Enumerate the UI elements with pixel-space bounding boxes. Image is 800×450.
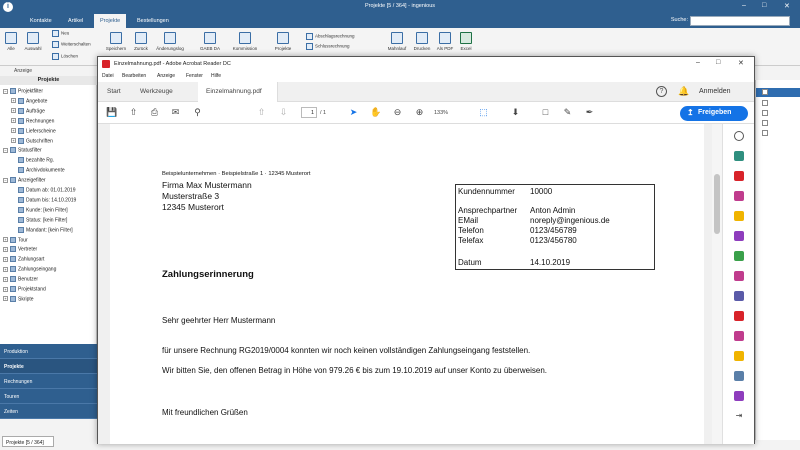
acrobat-titlebar [98,57,754,71]
hand-tool-icon[interactable]: ✋ [370,107,382,117]
select-cursor-icon[interactable]: ➤ [349,107,358,117]
ribbon-drucken-button[interactable]: Drucken [411,32,433,51]
info-value: noreply@ingenious.de [530,216,610,225]
acrobat-logo-icon [102,60,110,68]
tree-item-mandant-filter[interactable] [11,227,73,233]
menu-datei[interactable]: Datei [102,73,114,79]
grid-checkbox[interactable] [762,110,768,116]
tree-item-label: Kunde: [kein Filter] [26,207,68,214]
pdf-icon [439,32,451,44]
ribbon-group-label: Anzeige [14,68,33,74]
info-key: Telefax [458,236,484,245]
tab-start[interactable]: Start [107,88,121,95]
nav-rechnungen[interactable]: Rechnungen [0,374,97,389]
print-icon[interactable]: ⎙ [150,107,159,117]
letter-subject: Zahlungserinnerung [162,269,254,280]
tree-item-label: Aufträge [26,108,45,115]
tree-item-label: Projektstand [18,286,46,293]
save-icon[interactable]: 💾 [106,107,118,117]
tree-item-auftraege[interactable] [11,108,45,114]
tree-spacer [11,188,16,193]
tree-item-datum-bis[interactable] [11,197,76,203]
expand-icon[interactable]: + [12,98,15,104]
expand-icon[interactable]: + [12,108,15,114]
project-tree [0,76,97,344]
tree-item-tour[interactable] [3,237,28,243]
ribbon-gaeb-button[interactable]: GAEB DA [198,32,222,51]
acrobat-minimize-icon[interactable]: – [696,59,700,66]
info-key: Datum [458,258,482,267]
ribbon-neu-button[interactable]: Neu [52,30,69,37]
folder-icon [10,266,16,272]
tree-item-zahlungsart[interactable] [3,256,44,262]
acrobat-maximize-icon[interactable]: □ [716,59,721,66]
tree-spacer [11,217,16,222]
edit-pdf-icon[interactable] [734,191,744,201]
tree-item-label: bezahlte Rg. [26,157,55,164]
search-icon[interactable]: ⚲ [194,107,201,117]
menu-hilfe[interactable]: Hilfe [211,73,222,79]
ribbon-aenderungslog-button[interactable]: Änderungslog [152,32,188,51]
body-paragraph: Wir bitten Sie, den offenen Betrag in Höhe von 979.26 € bis zum 19.10.2019 auf unser Konto zu überweisen. [162,366,547,375]
tree-item-vertreter[interactable] [3,246,37,252]
close-icon[interactable]: ✕ [784,3,790,10]
acrobat-close-icon[interactable]: ✕ [738,60,744,67]
folder-icon [18,187,24,193]
tree-item-label: Skripte [18,296,34,303]
folder-icon [18,138,24,144]
menu-bestellungen[interactable]: Bestellungen [137,18,169,24]
folder-icon [18,207,24,213]
fill-sign-icon[interactable] [734,271,744,281]
export-pdf-icon[interactable] [734,151,744,161]
expand-icon[interactable]: + [4,237,7,242]
highlight-icon[interactable]: ✎ [563,107,572,117]
minimize-icon[interactable]: – [742,2,746,9]
info-value: Anton Admin [530,206,576,215]
ribbon-weiterschalten-button[interactable]: Weiterschalten [52,41,91,48]
tree-item-label: Datum bis: 14.10.2019 [26,197,77,204]
zoom-in-icon[interactable]: ⊕ [415,107,424,117]
tab-document[interactable]: Einzelmahnung.pdf [198,82,278,102]
projects-icon [277,32,289,44]
send-sign-icon[interactable] [734,331,744,341]
tree-item-label: Archivdokumente [26,167,65,174]
tree-item-statusfilter[interactable] [3,147,42,153]
sender-line: Beispielunternehmen · Beispielstraße 1 · 12345 Musterort [162,171,311,177]
expand-icon[interactable]: + [4,246,7,252]
folder-icon [18,98,24,104]
recipient-line: Musterstraße 3 [162,191,220,201]
undo-icon [135,32,147,44]
invoice-final-icon [306,43,313,50]
protect-icon[interactable] [734,291,744,301]
zoom-tool-icon[interactable] [734,131,744,141]
grid-checkbox[interactable] [762,89,768,95]
zoom-dropdown[interactable]: 133% [434,110,449,116]
tree-item-gutschriften[interactable] [11,138,53,144]
expand-icon[interactable]: + [4,266,7,272]
status-tab[interactable]: Projekte [5 / 364] [2,436,54,447]
more-tools-icon[interactable] [734,351,744,361]
tree-item-label: Anzeigefilter [18,177,46,184]
acrobat-menubar [98,71,754,82]
ribbon-speichern-button[interactable]: Speichern [104,32,128,51]
info-value: 0123/456789 [530,226,577,235]
info-value: 0123/456780 [530,236,577,245]
tree-item-label: Gutschriften [26,137,53,144]
expand-icon[interactable]: + [4,276,7,282]
nav-zeiten[interactable]: Zeiten [0,404,97,419]
expand-icon[interactable]: + [12,118,15,124]
folder-icon [10,147,16,153]
share-icon: ↥ [687,108,694,117]
organize-pages-icon[interactable] [734,251,744,261]
tree-item-skripte[interactable] [3,296,34,302]
acrobat-tools-pane [722,124,754,444]
tree-item-label: Rechnungen [26,118,55,125]
fit-page-icon[interactable]: ⬚ [479,107,488,117]
tree-spacer [11,158,16,163]
info-key: Telefon [458,226,484,235]
menu-projekte[interactable]: Projekte [94,14,126,28]
help-icon[interactable]: ? [656,86,667,97]
select-icon [27,32,39,44]
compare-icon[interactable] [734,371,744,381]
expand-icon[interactable]: + [4,256,7,262]
expand-icon[interactable]: + [4,286,7,292]
expand-icon[interactable]: + [12,138,15,143]
recipient-line: 12345 Musterort [162,202,224,212]
ribbon-alle-button[interactable]: Alle [4,32,18,51]
recipient-line: Firma Max Mustermann [162,180,252,190]
log-icon [164,32,176,44]
tree-item-projektstand[interactable] [3,286,46,292]
tree-item-label: Vertreter [18,246,38,253]
collapse-icon[interactable]: − [4,88,7,94]
tree-header: Projekte [0,76,97,85]
expand-icon[interactable]: + [12,128,15,134]
folder-icon [10,296,16,302]
info-box [455,184,655,270]
tree-item-status-filter[interactable] [11,217,67,223]
tree-item-bezahlte-rg[interactable] [11,157,54,163]
tree-spacer [11,168,16,173]
combine-files-icon[interactable] [734,231,744,241]
mail-icon[interactable]: ✉ [171,107,180,117]
tree-item-anzeigefilter[interactable] [3,177,46,183]
tree-item-label: Mandant: [kein Filter] [26,226,73,233]
folder-icon [10,256,16,262]
folder-icon [18,128,24,134]
invoice-icon [306,33,313,40]
forward-icon [52,41,59,48]
grid-checkbox[interactable] [762,100,768,106]
menu-bearbeiten[interactable]: Bearbeiten [122,73,147,79]
login-button[interactable]: Anmelden [699,88,731,95]
tree-item-label: Zahlungseingang [18,266,57,273]
tree-item-label: Projektfilter [18,88,44,95]
tree-spacer [11,207,16,212]
maximize-icon[interactable]: □ [762,2,767,9]
accessibility-icon[interactable] [734,391,744,401]
create-pdf-icon[interactable] [734,171,744,181]
scroll-thumb[interactable] [714,174,720,234]
nav-projekte[interactable]: Projekte [0,359,97,374]
ribbon-auswahl-button[interactable]: Auswahl [22,32,44,51]
tree-item-label: Lieferscheine [26,127,56,134]
tree-spacer [11,197,16,202]
comment-icon[interactable]: □ [542,107,549,117]
nav-produktion[interactable]: Produktion [0,344,97,359]
page-up-icon[interactable]: ⇧ [257,107,266,117]
body-paragraph: für unsere Rechnung RG2019/0004 konnten wir noch keinen vollständigen Zahlungseingang feststellen. [162,346,531,355]
info-value: 10000 [530,187,553,196]
tree-item-projektfilter[interactable] [3,88,43,94]
comment-tool-icon[interactable] [734,211,744,221]
menu-anzeige[interactable]: Anzeige [157,73,176,79]
closing: Mit freundlichen Grüßen [162,408,248,417]
folder-icon [10,276,16,282]
collapse-icon[interactable]: − [4,177,7,183]
tree-item-kunde-filter[interactable] [11,207,68,213]
acrobat-window [97,56,755,444]
expand-icon[interactable]: + [4,296,7,302]
ribbon-excel-button[interactable]: Excel [456,32,476,51]
ribbon-loeschen-button[interactable]: Löschen [52,53,78,60]
tree-item-label: Datum ab: 01.01.2019 [26,187,76,194]
chart-icon [239,32,251,44]
grid-right-column [755,80,800,440]
folder-icon [18,217,24,223]
info-value: 14.10.2019 [530,258,571,267]
tree-item-label: Tour [18,236,28,243]
ribbon-schlussrechnung-button[interactable]: Schlussrechnung [306,43,350,50]
folder-icon [18,167,24,173]
zoom-out-icon[interactable]: ⊖ [393,107,402,117]
ribbon-projekte-button[interactable]: Projekte [268,32,298,51]
bell-icon[interactable]: 🔔 [678,86,690,96]
ribbon-zurueck-button[interactable]: Zurück [130,32,152,51]
folder-icon [18,197,24,203]
app-window-title: Projekte [5 / 364] - ingenious [364,3,435,9]
menu-fenster[interactable]: Fenster [186,73,203,79]
ribbon-kommission-button[interactable]: Kommission [228,32,262,51]
search-label: Suche: [670,17,688,23]
acrobat-window-title: Einzelmahnung.pdf - Adobe Acrobat Reader DC [114,61,231,67]
tree-item-angebote[interactable] [11,98,47,104]
info-key: EMail [458,216,479,225]
tree-item-zahlungseingang[interactable] [3,266,56,272]
new-icon [52,30,59,37]
vertical-scrollbar[interactable] [712,124,722,444]
menu-kontakte[interactable]: Kontakte [30,18,52,24]
page-number-input[interactable]: 1 [301,107,317,118]
excel-icon [460,32,472,44]
nav-panel [0,344,97,434]
page-down-icon[interactable]: ⇩ [279,107,288,117]
tree-item-label: Statusfilter [18,147,42,154]
tree-item-rechnungen[interactable] [11,118,54,124]
upload-icon[interactable]: ⇧ [129,107,138,117]
acrobat-tabbar [98,82,754,102]
tab-werkzeuge[interactable]: Werkzeuge [140,88,173,95]
pdf-page [110,124,704,444]
tree-item-label: Benutzer [18,276,39,283]
tree-item-datum-ab[interactable] [11,187,75,193]
app-menubar [0,14,800,28]
folder-icon [10,246,16,252]
salutation: Sehr geehrter Herr Mustermann [162,316,276,325]
tree-item-lieferscheine[interactable] [11,128,56,134]
acrobat-toolbar [98,102,754,124]
sign-icon[interactable]: ✒ [585,107,594,117]
folder-icon [18,118,24,124]
ribbon-pdf-button[interactable]: Als PDF [434,32,456,51]
folder-icon [18,227,24,233]
tree-item-label: Status: [kein Filter] [26,217,68,224]
collapse-icon[interactable]: − [4,147,7,153]
page-total: / 1 [320,110,327,116]
tree-item-archivdokumente[interactable] [11,167,65,173]
list-icon [5,32,17,44]
delete-icon [52,53,59,60]
tree-item-label: Zahlungsart [18,256,45,263]
grid-checkbox[interactable] [762,130,768,136]
folder-icon [10,177,16,183]
tree-spacer [11,227,16,232]
tree-item-label: Angebote [26,98,48,105]
tree-item-benutzer[interactable] [3,276,38,282]
gaeb-icon [204,32,216,44]
nav-touren[interactable]: Touren [0,389,97,404]
folder-icon [18,157,24,163]
document-area [98,124,712,444]
expand-pane-icon[interactable]: ⇥ [735,411,743,420]
ribbon-mahnlauf-button[interactable]: Mahnlauf [384,32,410,51]
search-input[interactable] [690,16,790,26]
scroll-mode-icon[interactable]: ⬇ [511,107,520,117]
folder-icon [10,237,16,243]
print-icon [416,32,428,44]
ribbon-abschlagsrechnung-button[interactable]: Abschlagsrechnung [306,33,355,40]
share-button[interactable]: ↥ Freigeben [680,106,748,121]
app-titlebar [0,0,800,14]
grid-checkbox[interactable] [762,120,768,126]
app-logo: i [3,2,13,12]
reminder-icon [391,32,403,44]
print-production-icon[interactable] [734,311,744,321]
info-key: Kundennummer [458,187,515,196]
menu-artikel[interactable]: Artikel [68,18,84,24]
save-icon [110,32,122,44]
folder-icon [10,286,16,292]
folder-icon [18,108,24,114]
folder-icon [10,88,16,94]
info-key: Ansprechpartner [458,206,518,215]
